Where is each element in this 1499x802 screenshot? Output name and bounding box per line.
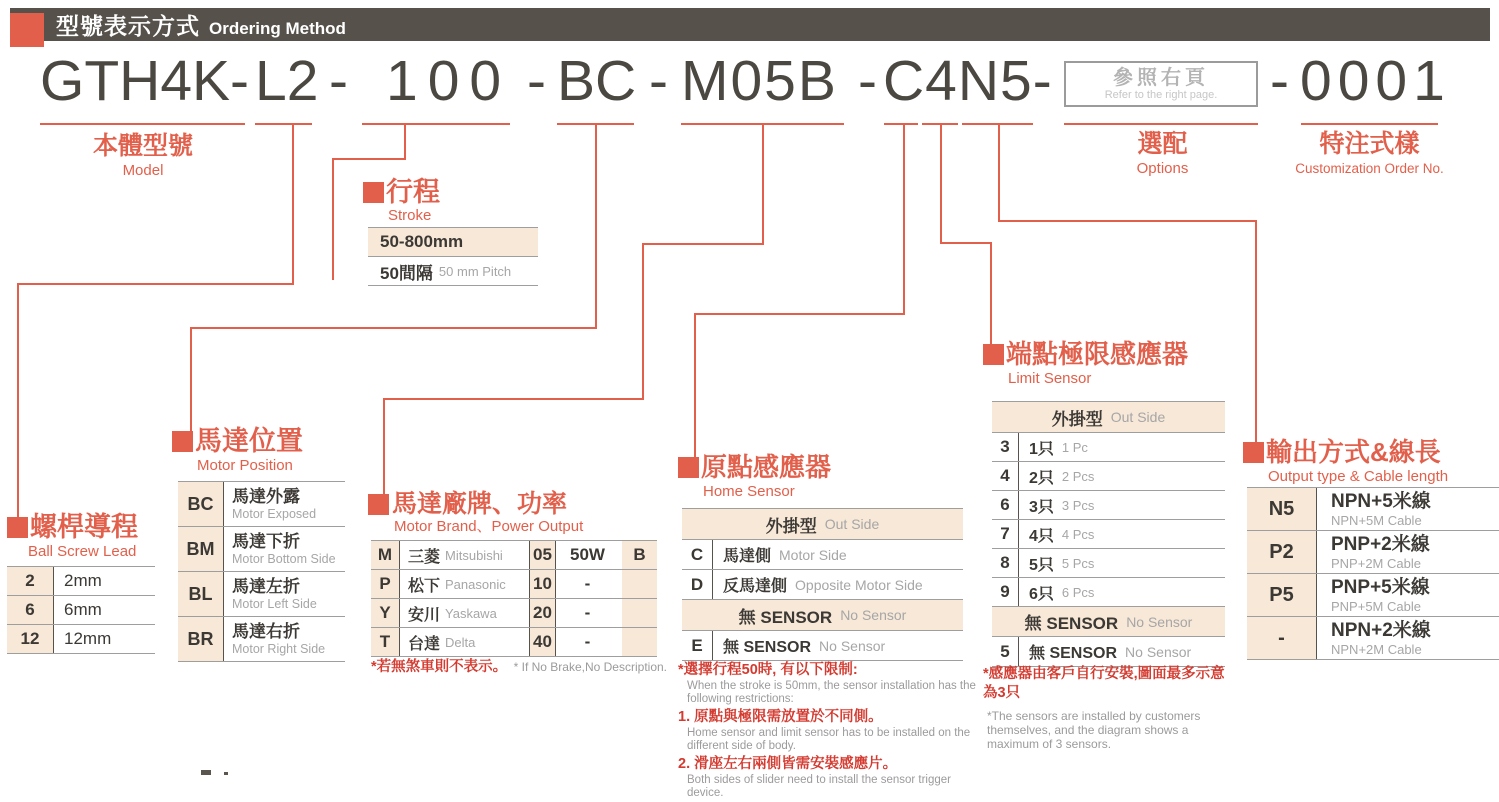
connector-line bbox=[17, 283, 19, 518]
note-item: 1. 原點與極限需放置於不同側。 Home sensor and limit sensor has to be installed on the different side of body. bbox=[678, 709, 971, 752]
section-title-ball-screw: 螺桿導程 bbox=[30, 512, 138, 542]
power-cell: 50W bbox=[555, 541, 619, 569]
code-cell: 8 bbox=[1000, 553, 1010, 572]
stroke-range: 50-800mm bbox=[380, 232, 464, 251]
code-cell: 4 bbox=[1000, 466, 1010, 485]
code-cell: D bbox=[690, 574, 704, 594]
code-cell: M bbox=[371, 541, 399, 569]
page-title-zh: 型號表示方式 bbox=[56, 13, 200, 39]
value-cell: 馬達下折 Motor Bottom Side bbox=[223, 527, 345, 571]
underline-stroke bbox=[362, 123, 510, 125]
table-row bbox=[178, 482, 345, 527]
options-reference-box bbox=[1064, 61, 1258, 107]
section-title-stroke: 行程 bbox=[386, 177, 440, 207]
code-cell: BM bbox=[178, 527, 223, 571]
code-cell: T bbox=[371, 628, 399, 656]
connector-line bbox=[595, 123, 597, 329]
connector-line bbox=[940, 242, 992, 244]
callout-model bbox=[63, 131, 223, 181]
table-row bbox=[1247, 488, 1499, 531]
brake-cell bbox=[622, 599, 657, 627]
power-cell: - bbox=[555, 628, 619, 656]
brand-cell: 安川 Yaskawa bbox=[399, 599, 529, 627]
ball-screw-table bbox=[7, 566, 155, 654]
model-code-dash: - bbox=[527, 49, 546, 113]
section-square-limit-sensor bbox=[983, 344, 1004, 365]
section-subtitle-output: Output type & Cable length bbox=[1268, 468, 1449, 485]
connector-line bbox=[292, 123, 294, 283]
table-row bbox=[682, 570, 963, 600]
table-row bbox=[992, 462, 1225, 491]
page-title-en: Ordering Method bbox=[209, 19, 346, 38]
value-cell: 2只 2 Pcs bbox=[1018, 462, 1225, 490]
code-cell: 5 bbox=[1000, 641, 1010, 661]
power-code-cell: 10 bbox=[529, 570, 555, 598]
section-title-output: 輸出方式&線長 bbox=[1266, 437, 1441, 467]
connector-line bbox=[17, 283, 294, 285]
stroke-pitch-en: 50 mm Pitch bbox=[438, 263, 512, 279]
section-title-motor-brand: 馬達廠牌、功率 bbox=[392, 490, 568, 518]
connector-line bbox=[998, 123, 1000, 222]
connector-line bbox=[1255, 220, 1257, 444]
section-subtitle-motor-brand: Motor Brand、Power Output bbox=[394, 518, 584, 535]
model-code-lead: L2 bbox=[255, 49, 319, 113]
model-code-dash: - bbox=[329, 49, 348, 113]
table-row bbox=[992, 637, 1225, 667]
code-cell: BL bbox=[178, 572, 223, 616]
code-cell: E bbox=[691, 635, 703, 655]
code-cell: Y bbox=[371, 599, 399, 627]
code-cell: BC bbox=[178, 482, 223, 526]
table-row bbox=[371, 628, 657, 657]
code-cell: N5 bbox=[1247, 488, 1316, 530]
table-row bbox=[992, 549, 1225, 578]
value-cell: 1只 1 Pc bbox=[1018, 433, 1225, 461]
table-row bbox=[1247, 617, 1499, 660]
section-subtitle-home-sensor: Home Sensor bbox=[703, 483, 795, 500]
value-cell: NPN+2米線 NPN+2M Cable bbox=[1316, 617, 1499, 659]
table-row bbox=[371, 599, 657, 628]
stroke-table bbox=[368, 227, 538, 286]
table-row bbox=[992, 578, 1225, 607]
connector-line bbox=[940, 123, 942, 244]
section-square-ball-screw bbox=[7, 517, 28, 538]
model-code-body: GTH4K- bbox=[40, 49, 250, 113]
table-row bbox=[682, 540, 963, 570]
table-row bbox=[178, 527, 345, 572]
section-square-output bbox=[1243, 442, 1264, 463]
code-cell: 9 bbox=[1000, 582, 1010, 601]
callout-custom-zh: 特注式樣 bbox=[1319, 130, 1420, 158]
motor-brand-note bbox=[371, 658, 667, 677]
header-bar bbox=[10, 8, 1490, 41]
table-row bbox=[682, 631, 963, 661]
home-sensor-notes bbox=[678, 661, 983, 802]
connector-line bbox=[383, 398, 385, 495]
page-title bbox=[56, 8, 346, 41]
callout-options-zh: 選配 bbox=[1137, 130, 1188, 158]
note-en: *The sensors are installed by customers themselves, and the diagram shows a maximum of 3 sensors. bbox=[987, 709, 1201, 751]
section-subtitle-ball-screw: Ball Screw Lead bbox=[28, 543, 137, 560]
brand-cell: 松下 Panasonic bbox=[399, 570, 529, 598]
table-row bbox=[178, 617, 345, 662]
callout-model-en: Model bbox=[122, 162, 164, 179]
value-cell: 4只 4 Pcs bbox=[1018, 520, 1225, 548]
code-cell: 12 bbox=[7, 625, 53, 653]
options-reference-en: Refer to the right page. bbox=[1104, 89, 1218, 101]
output-cable-table bbox=[1247, 487, 1499, 660]
value-cell: 12mm bbox=[53, 625, 155, 653]
connector-line bbox=[694, 313, 696, 458]
brake-cell bbox=[622, 628, 657, 656]
model-code-sensors: C4N5- bbox=[883, 49, 1053, 113]
model-code-custom: 0001 bbox=[1300, 49, 1451, 113]
model-code-dash: - bbox=[858, 49, 877, 113]
value-cell: NPN+5米線 NPN+5M Cable bbox=[1316, 488, 1499, 530]
table-band-no-sensor: 無 SENSOR No Sensor bbox=[682, 600, 963, 631]
model-code-dash: - bbox=[1270, 49, 1289, 113]
home-sensor-table bbox=[682, 508, 963, 661]
underline-lead bbox=[255, 123, 312, 125]
model-code-dash: - bbox=[649, 49, 668, 113]
table-band-no-sensor: 無 SENSOR No Sensor bbox=[992, 607, 1225, 637]
power-code-cell: 05 bbox=[529, 541, 555, 569]
code-cell: P5 bbox=[1247, 574, 1316, 616]
value-cell: 5只 5 Pcs bbox=[1018, 549, 1225, 577]
code-cell: 3 bbox=[1000, 437, 1010, 456]
limit-sensor-table bbox=[992, 401, 1225, 667]
brake-cell bbox=[622, 570, 657, 598]
brand-cell: 台達 Delta bbox=[399, 628, 529, 656]
brand-cell: 三菱 Mitsubishi bbox=[399, 541, 529, 569]
value-cell: 馬達左折 Motor Left Side bbox=[223, 572, 345, 616]
power-code-cell: 40 bbox=[529, 628, 555, 656]
section-title-home-sensor: 原點感應器 bbox=[701, 452, 832, 482]
code-cell: - bbox=[1247, 617, 1316, 659]
connector-line bbox=[990, 242, 992, 346]
note-item: *選擇行程50時, 有以下限制: When the stroke is 50mm, the sensor installation has the following restrictions: bbox=[678, 662, 976, 705]
section-square-motor-position bbox=[172, 431, 193, 452]
value-cell: 6mm bbox=[53, 596, 155, 624]
section-square-motor-brand bbox=[368, 494, 389, 515]
underline-home-sensor bbox=[884, 123, 918, 125]
table-row bbox=[371, 570, 657, 599]
stroke-pitch-zh: 50間隔 bbox=[380, 263, 433, 283]
connector-line bbox=[190, 327, 597, 329]
section-title-limit-sensor: 端點極限感應器 bbox=[1006, 339, 1189, 369]
value-cell: 3只 3 Pcs bbox=[1018, 491, 1225, 519]
code-cell: BR bbox=[178, 617, 223, 661]
value-cell: 無 SENSOR No Sensor bbox=[712, 631, 963, 660]
value-cell: PNP+5米線 PNP+5M Cable bbox=[1316, 574, 1499, 616]
code-cell: 2 bbox=[7, 567, 53, 595]
section-subtitle-limit-sensor: Limit Sensor bbox=[1008, 370, 1092, 387]
motor-brand-table bbox=[371, 540, 657, 657]
code-cell: C bbox=[690, 544, 704, 564]
table-row bbox=[1247, 574, 1499, 617]
value-cell: 馬達右折 Motor Right Side bbox=[223, 617, 345, 661]
table-row bbox=[992, 520, 1225, 549]
table-band-outside: 外掛型 Out Side bbox=[992, 402, 1225, 433]
underline-custom bbox=[1301, 123, 1438, 125]
table-row bbox=[7, 567, 155, 596]
power-cell: - bbox=[555, 599, 619, 627]
section-title-motor-position: 馬達位置 bbox=[195, 426, 303, 456]
table-row bbox=[368, 228, 538, 257]
code-cell: P bbox=[371, 570, 399, 598]
value-cell: PNP+2米線 PNP+2M Cable bbox=[1316, 531, 1499, 573]
connector-line bbox=[383, 398, 644, 400]
connector-line bbox=[642, 243, 764, 245]
table-row bbox=[371, 541, 657, 570]
connector-line bbox=[998, 220, 1257, 222]
value-cell: 無 SENSOR No Sensor bbox=[1018, 637, 1225, 666]
value-cell: 馬達外露 Motor Exposed bbox=[223, 482, 345, 526]
note-en: * If No Brake,No Description. bbox=[513, 660, 668, 674]
note-zh: *若無煞車則不表示。 bbox=[371, 659, 508, 675]
connector-line bbox=[694, 313, 905, 315]
table-row bbox=[368, 257, 538, 286]
connector-line bbox=[332, 158, 334, 280]
callout-options-en: Options bbox=[1136, 160, 1189, 177]
model-code-position: BC bbox=[557, 49, 637, 113]
model-code-brand: M05B bbox=[681, 49, 838, 113]
header-accent-square bbox=[10, 13, 44, 47]
table-row bbox=[7, 596, 155, 625]
value-cell: 2mm bbox=[53, 567, 155, 595]
table-row bbox=[992, 491, 1225, 520]
code-cell: 7 bbox=[1000, 524, 1010, 543]
note-zh: *感應器由客戶自行安裝,圖面最多示意為3只 bbox=[983, 666, 1225, 701]
table-row bbox=[7, 625, 155, 654]
power-cell: - bbox=[555, 570, 619, 598]
table-band-outside: 外掛型 Out Side bbox=[682, 509, 963, 540]
section-subtitle-stroke: Stroke bbox=[388, 207, 432, 224]
section-square-home-sensor bbox=[678, 457, 699, 478]
connector-line bbox=[332, 158, 406, 160]
section-subtitle-motor-position: Motor Position bbox=[197, 457, 293, 474]
callout-model-zh: 本體型號 bbox=[92, 132, 193, 160]
underline-body bbox=[40, 123, 245, 125]
connector-line bbox=[903, 123, 905, 315]
model-code-stroke: 100 bbox=[386, 49, 512, 113]
code-cell: P2 bbox=[1247, 531, 1316, 573]
callout-options bbox=[1085, 129, 1240, 179]
connector-line bbox=[404, 123, 406, 160]
value-cell: 反馬達側 Opposite Motor Side bbox=[712, 570, 963, 599]
table-row bbox=[178, 572, 345, 617]
underline-options bbox=[1064, 123, 1258, 125]
page-bottom-artifact bbox=[224, 772, 228, 775]
section-square-stroke bbox=[363, 182, 384, 203]
callout-custom bbox=[1272, 129, 1467, 179]
page-bottom-artifact bbox=[201, 770, 211, 775]
connector-line bbox=[642, 243, 644, 400]
options-reference-zh: 參照右頁 bbox=[1113, 67, 1209, 89]
callout-custom-en: Customization Order No. bbox=[1295, 161, 1444, 176]
connector-line bbox=[762, 123, 764, 245]
value-cell: 馬達側 Motor Side bbox=[712, 540, 963, 569]
connector-line bbox=[190, 327, 192, 432]
table-row bbox=[1247, 531, 1499, 574]
limit-sensor-notes bbox=[983, 665, 1235, 751]
brake-cell: B bbox=[622, 541, 657, 569]
note-item: 2. 滑座左右兩側皆需安裝感應片。 Both sides of slider need to install the sensor trigger device. bbox=[678, 756, 952, 799]
power-code-cell: 20 bbox=[529, 599, 555, 627]
table-row bbox=[992, 433, 1225, 462]
motor-position-table bbox=[178, 481, 345, 662]
code-cell: 6 bbox=[1000, 495, 1010, 514]
value-cell: 6只 6 Pcs bbox=[1018, 578, 1225, 606]
code-cell: 6 bbox=[7, 596, 53, 624]
